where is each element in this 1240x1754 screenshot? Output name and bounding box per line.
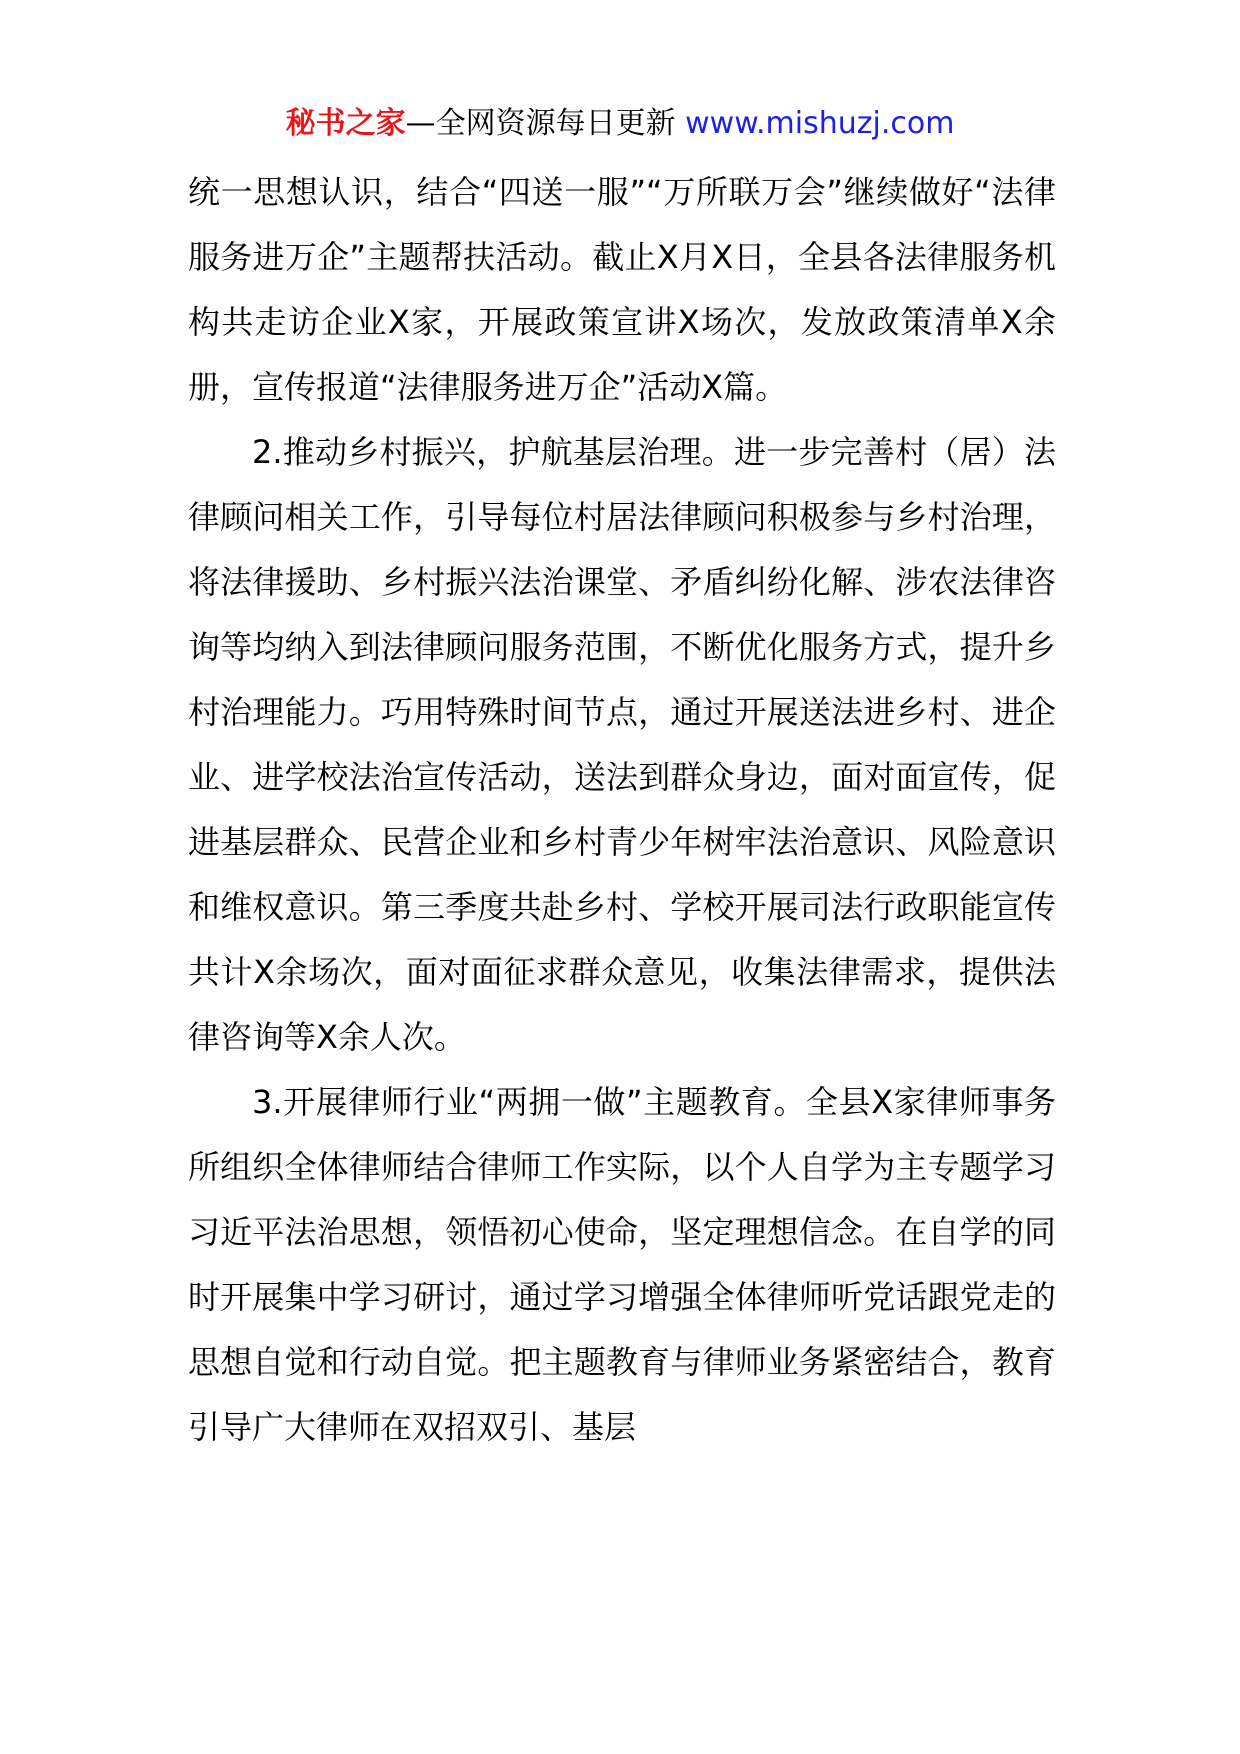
document-body xyxy=(188,160,1056,1460)
paragraph-continuation: 统一思想认识，结合“四送一服”“万所联万会”继续做好“法律服务进万企”主题帮扶活动。截止X月X日，全县各法律服务机构共走访企业X家，开展政策宣讲X场次，发放政策清单X余册，宣传报道“法律服务进万企”活动X篇。 xyxy=(188,173,1056,406)
page-header xyxy=(0,100,1240,148)
header-slogan: —全网资源每日更新 xyxy=(405,106,676,141)
site-url-link[interactable]: www.mishuzj.com xyxy=(685,106,955,141)
paragraph-lawyer-education: 3.开展律师行业“两拥一做”主题教育。全县X家律师事务所组织全体律师结合律师工作实际，以个人自学为主专题学习习近平法治思想，领悟初心使命，坚定理想信念。在自学的同时开展集中学习研讨，通过学习增强全体律师听党话跟党走的思想自觉和行动自觉。把主题教育与律师业务紧密结合，教育引导广大律师在双招双引、基层 xyxy=(188,1083,1056,1446)
paragraph-rural-revitalization: 2.推动乡村振兴，护航基层治理。进一步完善村（居）法律顾问相关工作，引导每位村居法律顾问积极参与乡村治理，将法律援助、乡村振兴法治课堂、矛盾纠纷化解、涉农法律咨询等均纳入到法律顾问服务范围，不断优化服务方式，提升乡村治理能力。巧用特殊时间节点，通过开展送法进乡村、进企业、进学校法治宣传活动，送法到群众身边，面对面宣传，促进基层群众、民营企业和乡村青少年树牢法治意识、风险意识和维权意识。第三季度共赴乡村、学校开展司法行政职能宣传共计X余场次，面对面征求群众意见，收集法律需求，提供法律咨询等X余人次。 xyxy=(188,433,1056,1056)
brand-name: 秘书之家 xyxy=(285,106,406,141)
